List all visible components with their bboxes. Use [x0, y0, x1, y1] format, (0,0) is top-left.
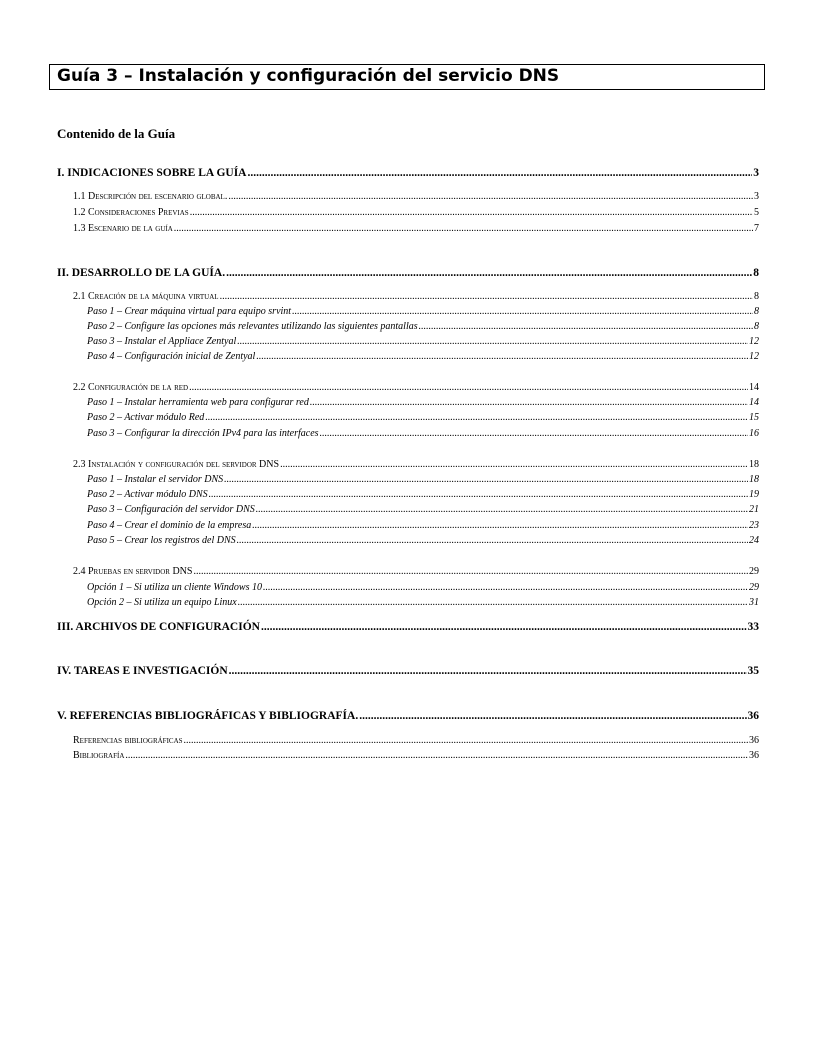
toc-entry[interactable] — [87, 535, 759, 546]
toc-leader-dots — [237, 535, 748, 546]
toc-entry-page: 15 — [749, 412, 759, 423]
toc-entry-page: 12 — [749, 336, 759, 347]
toc-leader-dots — [292, 306, 753, 317]
toc-leader-dots — [174, 223, 753, 234]
toc-entry[interactable] — [87, 489, 759, 500]
toc-entry-page: 35 — [747, 665, 759, 677]
toc-leader-dots — [189, 382, 748, 393]
toc-entry-page: 18 — [749, 474, 759, 485]
toc-entry-label: Paso 1 – Instalar herramienta web para configurar red — [87, 397, 309, 408]
toc-entry[interactable] — [87, 336, 759, 347]
toc-entry-page: 19 — [749, 489, 759, 500]
toc-entry-label: 1.2 Consideraciones Previas — [73, 207, 189, 218]
toc-leader-dots — [252, 520, 748, 531]
toc-entry-page: 18 — [749, 459, 759, 470]
toc-leader-dots — [205, 412, 748, 423]
toc-entry-page: 24 — [749, 535, 759, 546]
toc-entry-page: 36 — [749, 750, 759, 761]
toc-entry-page: 36 — [749, 735, 759, 746]
toc-entry-page: 8 — [753, 267, 759, 279]
document-title: Guía 3 – Instalación y configuración del servicio DNS — [57, 66, 560, 86]
toc-entry[interactable] — [87, 306, 759, 317]
toc-leader-dots — [320, 428, 748, 439]
toc-entry-page: 23 — [749, 520, 759, 531]
toc-entry-label: 1.3 Escenario de la guía — [73, 223, 173, 234]
toc-leader-dots — [125, 750, 748, 761]
toc-entry-label: 2.2 Configuración de la red — [73, 382, 189, 393]
toc-leader-dots — [193, 566, 748, 577]
toc-entry[interactable] — [87, 412, 759, 423]
toc-entry-label: Paso 2 – Activar módulo DNS — [87, 489, 208, 500]
toc-entry[interactable] — [73, 291, 759, 302]
toc-entry-page: 16 — [749, 428, 759, 439]
toc-entry-label: Paso 3 – Configurar la dirección IPv4 para las interfaces — [87, 428, 319, 439]
toc-entry-label: 2.4 Pruebas en servidor DNS — [73, 566, 193, 577]
toc-leader-dots — [237, 336, 748, 347]
toc-entry-page: 21 — [749, 504, 759, 515]
toc-leader-dots — [226, 267, 752, 279]
toc-entry-label: Paso 5 – Crear los registros del DNS — [87, 535, 236, 546]
toc-entry[interactable] — [57, 267, 759, 279]
toc-entry-page: 3 — [753, 167, 759, 179]
toc-leader-dots — [238, 597, 748, 608]
toc-leader-dots — [261, 621, 747, 633]
toc-entry-label: 1.1 Descripción del escenario global. — [73, 191, 228, 202]
toc-entry-label: II. DESARROLLO DE LA GUÍA. — [57, 267, 226, 279]
toc-entry-label: Paso 2 – Configure las opciones más relevantes utilizando las siguientes pantallas — [87, 321, 418, 332]
toc-entry-label: Paso 4 – Crear el dominio de la empresa — [87, 520, 252, 531]
toc-entry-label: V. REFERENCIAS BIBLIOGRÁFICAS Y BIBLIOGRAFÍA. — [57, 710, 359, 722]
toc-entry-label: Bibliografía — [73, 750, 125, 761]
toc-entry-page: 14 — [749, 382, 759, 393]
toc-leader-dots — [209, 489, 748, 500]
toc-entry[interactable] — [57, 710, 759, 722]
toc-entry-label: Paso 1 – Instalar el servidor DNS — [87, 474, 224, 485]
toc-entry-label: III. ARCHIVOS DE CONFIGURACIÓN — [57, 621, 260, 633]
toc-entry[interactable] — [73, 223, 759, 234]
toc-leader-dots — [280, 459, 748, 470]
toc-leader-dots — [419, 321, 753, 332]
toc-leader-dots — [228, 191, 753, 202]
toc-entry-page: 5 — [754, 207, 759, 218]
toc-entry-label: Paso 1 – Crear máquina virtual para equipo srvint — [87, 306, 292, 317]
toc-entry[interactable] — [87, 397, 759, 408]
toc-entry-page: 8 — [754, 291, 759, 302]
contents-heading: Contenido de la Guía — [57, 126, 176, 141]
toc-entry-page: 14 — [749, 397, 759, 408]
toc-entry-label: Paso 4 – Configuración inicial de Zentyal — [87, 351, 256, 362]
toc-entry-page: 29 — [749, 582, 759, 593]
toc-entry[interactable] — [87, 504, 759, 515]
toc-entry-page: 8 — [754, 306, 759, 317]
toc-entry[interactable] — [87, 321, 759, 332]
toc-entry[interactable] — [73, 459, 759, 470]
toc-entry-label: Paso 3 – Instalar el Appliace Zentyal — [87, 336, 237, 347]
toc-entry[interactable] — [73, 191, 759, 202]
toc-leader-dots — [247, 167, 752, 179]
toc-entry-label: I. INDICACIONES SOBRE LA GUÍA — [57, 167, 247, 179]
toc-entry-label: Opción 1 – Si utiliza un cliente Windows 10 — [87, 582, 262, 593]
toc-entry-label: IV. TAREAS E INVESTIGACIÓN — [57, 665, 228, 677]
toc-leader-dots — [184, 735, 748, 746]
toc-entry[interactable] — [73, 750, 759, 761]
toc-entry[interactable] — [73, 382, 759, 393]
toc-entry-page: 33 — [747, 621, 759, 633]
toc-entry[interactable] — [57, 167, 759, 179]
toc-entry-page: 8 — [754, 321, 759, 332]
toc-entry[interactable] — [87, 597, 759, 608]
toc-entry[interactable] — [57, 621, 759, 633]
toc-entry-page: 29 — [749, 566, 759, 577]
toc-entry-label: Paso 2 – Activar módulo Red — [87, 412, 205, 423]
toc-entry-page: 12 — [749, 351, 759, 362]
toc-entry-page: 7 — [754, 223, 759, 234]
toc-entry-page: 31 — [749, 597, 759, 608]
toc-leader-dots — [220, 291, 753, 302]
toc-leader-dots — [229, 665, 747, 677]
toc-entry[interactable] — [57, 665, 759, 677]
toc-entry-label: Opción 2 – Si utiliza un equipo Linux — [87, 597, 237, 608]
toc-entry-page: 3 — [754, 191, 759, 202]
toc-entry[interactable] — [87, 520, 759, 531]
toc-leader-dots — [256, 504, 748, 515]
toc-entry[interactable] — [73, 566, 759, 577]
toc-entry-label: Referencias bibliográficas — [73, 735, 183, 746]
toc-entry[interactable] — [87, 428, 759, 439]
toc-entry-label: 2.3 Instalación y configuración del servidor DNS — [73, 459, 280, 470]
toc-leader-dots — [263, 582, 748, 593]
toc-leader-dots — [190, 207, 753, 218]
toc-entry[interactable] — [73, 735, 759, 746]
toc-entry[interactable] — [73, 207, 759, 218]
toc-entry[interactable] — [87, 474, 759, 485]
toc-leader-dots — [224, 474, 748, 485]
toc-entry[interactable] — [87, 582, 759, 593]
toc-entry[interactable] — [87, 351, 759, 362]
toc-entry-label: Paso 3 – Configuración del servidor DNS — [87, 504, 255, 515]
toc-leader-dots — [256, 351, 748, 362]
toc-leader-dots — [359, 710, 746, 722]
toc-leader-dots — [310, 397, 748, 408]
toc-entry-label: 2.1 Creación de la máquina virtual — [73, 291, 219, 302]
toc-entry-page: 36 — [747, 710, 759, 722]
title-box — [49, 64, 765, 90]
